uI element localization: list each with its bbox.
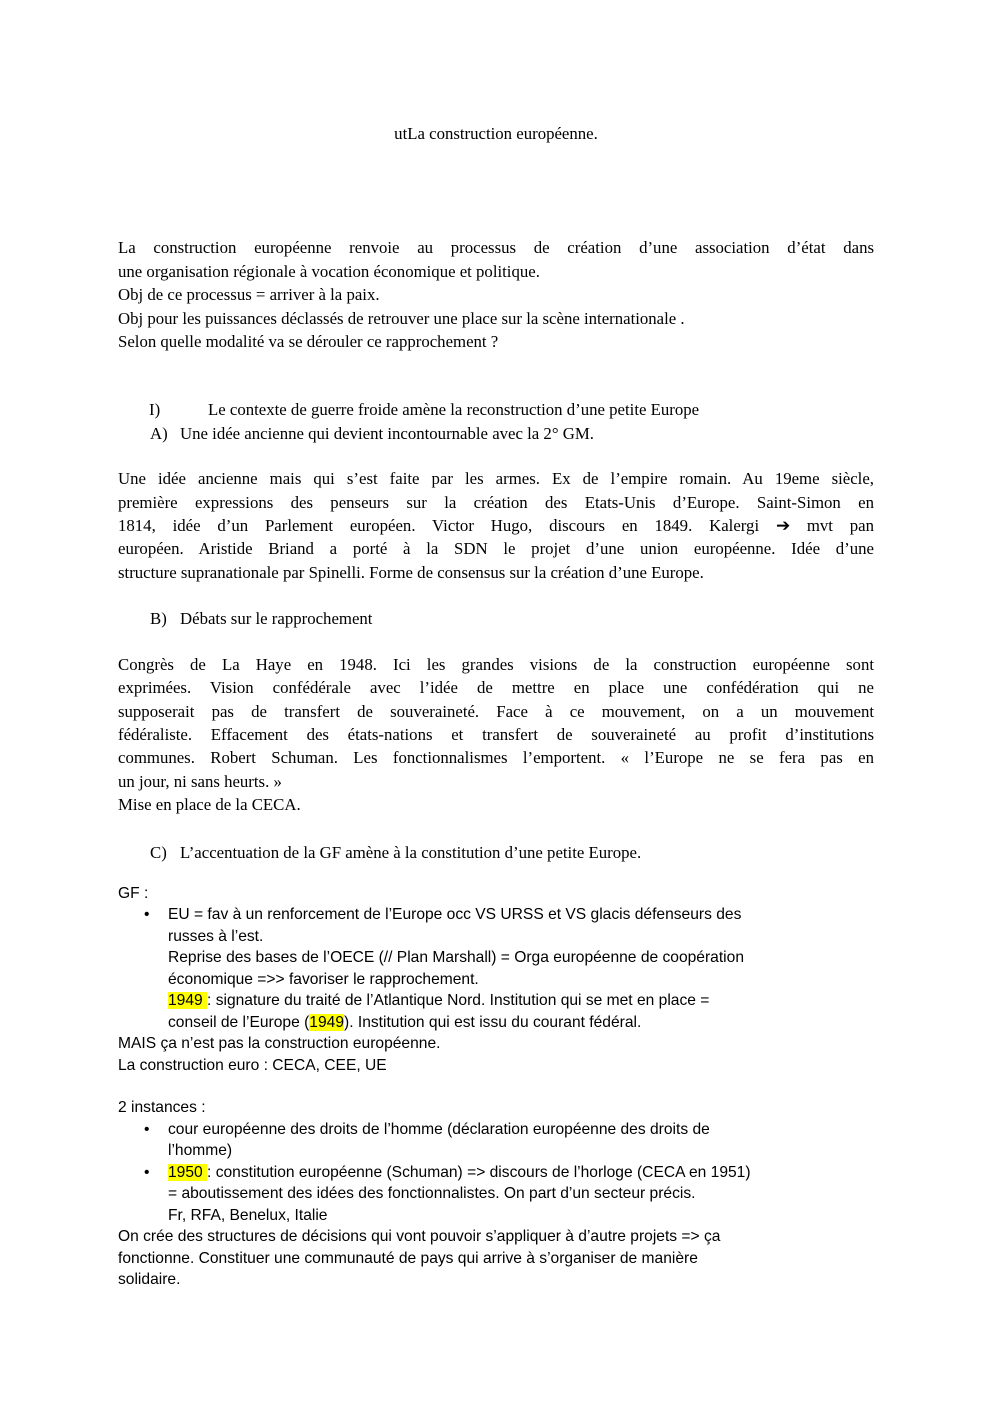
note-line: MAIS ça n’est pas la construction européenne. [118,1035,441,1053]
gf-label: GF : [118,884,149,902]
heading-number: A) [150,423,168,443]
list-item-continuation: = aboutissement des idées des fonctionnalistes. On part d’un secteur précis. [168,1185,696,1203]
paragraph-line: une organisation régionale à vocation économique et politique. [118,261,540,281]
heading-number: I) [149,400,161,420]
paragraph-line: Une idée ancienne mais qui s’est faite par les armes. Ex de l’empire romain. Au 19eme siècle, [118,469,874,489]
paragraph-line: Congrès de La Haye en 1948. Ici les grandes visions de la construction européenne sont [118,654,874,674]
heading-text: Débats sur le rapprochement [180,609,373,629]
list-item-text: cour européenne des droits de l’homme (déclaration européenne des droits de [168,1120,710,1138]
paragraph-line: structure supranationale par Spinelli. Forme de consensus sur la création d’une Europe. [118,562,704,582]
highlight-1949: 1949 [309,1013,344,1031]
list-item-continuation [118,1012,874,1034]
list-item-text: EU = fav à un renforcement de l’Europe occ VS URSS et VS glacis défenseurs des [168,906,742,924]
highlight-1949: 1949 [168,992,208,1010]
heading-text: Une idée ancienne qui devient incontournable avec la 2° GM. [180,423,594,443]
paragraph-line: Mise en place de la CECA. [118,795,301,815]
list-item-text: : constitution européenne (Schuman) => discours de l’horloge (CECA en 1951) [207,1163,751,1181]
list-item [118,1162,874,1184]
heading-I [149,398,874,421]
paragraph-line: supposerait pas de transfert de souveraineté. Face à ce mouvement, on a un mouvement [118,701,874,721]
paragraph-line: européen. Aristide Briand a porté à la SDN le projet d’une union européenne. Idée d’une [118,539,874,559]
list-item-continuation: Fr, RFA, Benelux, Italie [168,1206,328,1224]
list-item-continuation: russes à l’est. [168,927,264,945]
bullet-marker: • [144,906,150,924]
intro-paragraph [118,236,874,353]
bullet-marker: • [144,1163,150,1181]
paragraph-line: Obj pour les puissances déclassés de retrouver une place sur la scène internationale . [118,308,685,328]
section-heading-C [118,841,874,864]
list-item-continuation: l’homme) [168,1142,233,1160]
paragraph-line: exprimées. Vision confédérale avec l’idée de mettre en place une confédération qui ne [118,678,874,698]
heading-number: C) [150,842,167,862]
paragraph-line: fédéraliste. Effacement des états-nations et transfert de souveraineté au profit d’institutions [118,724,874,744]
paragraph-line: 1814, idée d’un Parlement européen. Victor Hugo, discours en 1849. Kalergi ➔ mvt pan [118,516,874,536]
paragraph-line: Obj de ce processus = arriver à la paix. [118,285,380,305]
section-heading-B [118,607,874,630]
document-title: utLa construction européenne. [394,124,598,143]
notes-gf-section [118,883,874,1077]
heading-A [150,422,874,445]
note-line: La construction euro : CECA, CEE, UE [118,1056,387,1074]
section-headings-I-A [118,398,874,445]
notes-instances-section [118,1097,874,1291]
heading-number: B) [150,609,167,629]
paragraph-line: La construction européenne renvoie au processus de création d’une association d’état dans [118,238,874,258]
heading-B [150,607,874,630]
highlight-1950: 1950 [168,1163,208,1181]
heading-text: Le contexte de guerre froide amène la reconstruction d’une petite Europe [208,400,700,420]
list-item-text: : signature du traité de l’Atlantique Nord. Institution qui se met en place = [207,992,710,1010]
list-item [118,1119,874,1141]
list-item-text: conseil de l’Europe ( [168,1013,310,1031]
bullet-marker: • [144,1120,150,1138]
note-line: On crée des structures de décisions qui vont pouvoir s’appliquer à d’autre projets => ça [118,1228,721,1246]
list-item-continuation: économique =>> favoriser le rapprochement. [168,970,479,988]
list-item-continuation: Reprise des bases de l’OECE (// Plan Marshall) = Orga européenne de coopération [168,949,744,967]
paragraph-line: communes. Robert Schuman. Les fonctionnalismes l’emportent. « l’Europe ne se fera pas en [118,748,874,768]
note-line: solidaire. [118,1271,181,1289]
heading-text: L’accentuation de la GF amène à la constitution d’une petite Europe. [180,842,642,862]
paragraph-line: première expressions des penseurs sur la création des Etats-Unis d’Europe. Saint-Simon en [118,492,874,512]
instances-label: 2 instances : [118,1099,206,1117]
heading-C [150,841,874,864]
paragraph-debates [118,653,874,817]
note-line: fonctionne. Constituer une communauté de pays qui arrive à s’organiser de manière [118,1249,698,1267]
paragraph-line: un jour, ni sans heurts. » [118,771,282,791]
paragraph-ancient-idea [118,467,874,584]
paragraph-line: Selon quelle modalité va se dérouler ce rapprochement ? [118,332,499,352]
list-item-text: ). Institution qui est issu du courant fédéral. [344,1013,642,1031]
list-item [118,904,874,926]
list-item-continuation [118,990,874,1012]
